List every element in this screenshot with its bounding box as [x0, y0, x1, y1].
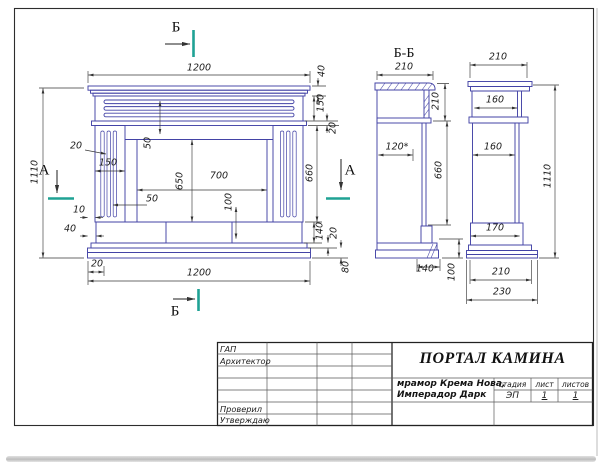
sheet-value: 1	[541, 391, 548, 401]
staff-row-checked: Проверил	[220, 404, 262, 414]
section-view-title: Б-Б	[393, 46, 415, 61]
dim-label: 150	[315, 93, 327, 113]
dim-label: 210	[394, 61, 414, 73]
dim-label: 700	[209, 170, 229, 182]
dim-label: 210	[491, 266, 511, 278]
staff-row-architect: Архитектор	[220, 356, 271, 366]
stage-header: стадия	[498, 380, 527, 389]
cut-marker-b-bottom: Б	[170, 303, 180, 320]
staff-row-gap: ГАП	[220, 344, 237, 354]
dim-label: 140	[314, 221, 326, 241]
dim-label: 20	[90, 258, 104, 270]
dim-label: 210	[430, 91, 442, 111]
sheets-value: 1	[572, 391, 579, 401]
window-shadow-right	[596, 8, 598, 456]
dim-label: 40	[63, 223, 77, 235]
dim-label: 160	[483, 141, 503, 153]
dim-label: 10	[72, 204, 86, 216]
dim-label: 40	[316, 64, 328, 78]
dim-label: 660	[433, 160, 445, 180]
cut-marker-a-right: А	[344, 162, 356, 179]
dim-label: 650	[174, 171, 186, 191]
dim-label: 1200	[186, 267, 212, 279]
section-hatching	[380, 83, 437, 258]
dim-label: 1110	[542, 163, 554, 189]
material-line-1: мрамор Крема Нова,	[397, 379, 506, 389]
dim-label: 120*	[385, 141, 409, 153]
dim-label: 230	[492, 286, 512, 298]
stage-value: ЭП	[505, 391, 520, 401]
staff-row-approved: Утверждаю	[220, 415, 270, 425]
dim-label: 660	[304, 163, 316, 183]
material-line-2: Имперадор Дарк	[397, 390, 487, 400]
dim-label: 1110	[29, 159, 41, 185]
dim-label: 160	[485, 94, 505, 106]
drawing-title: ПОРТАЛ КАМИНА	[419, 350, 566, 367]
dim-label: 210	[488, 51, 508, 63]
dim-label: 140	[415, 263, 435, 275]
window-shadow-bottom	[6, 456, 596, 462]
dim-label: 20	[328, 226, 340, 240]
sheets-header: листов	[561, 380, 590, 389]
dim-label: 100	[223, 192, 235, 212]
dimension-lines	[39, 62, 559, 304]
dim-label: 150	[98, 157, 118, 169]
dim-label: 170	[485, 222, 505, 234]
dim-label: 50	[142, 136, 154, 150]
cut-marker-b-top: Б	[171, 19, 181, 36]
dim-label: 1200	[186, 62, 212, 74]
dim-label: 100	[446, 262, 458, 282]
dim-label: 20	[69, 140, 83, 152]
dim-label: 80	[340, 260, 352, 274]
dim-label: 50	[145, 193, 159, 205]
sheet-header: лист	[535, 380, 554, 389]
dim-label: 20	[327, 121, 339, 135]
front-view	[88, 86, 311, 258]
cut-marker-a-left: А	[38, 162, 50, 179]
